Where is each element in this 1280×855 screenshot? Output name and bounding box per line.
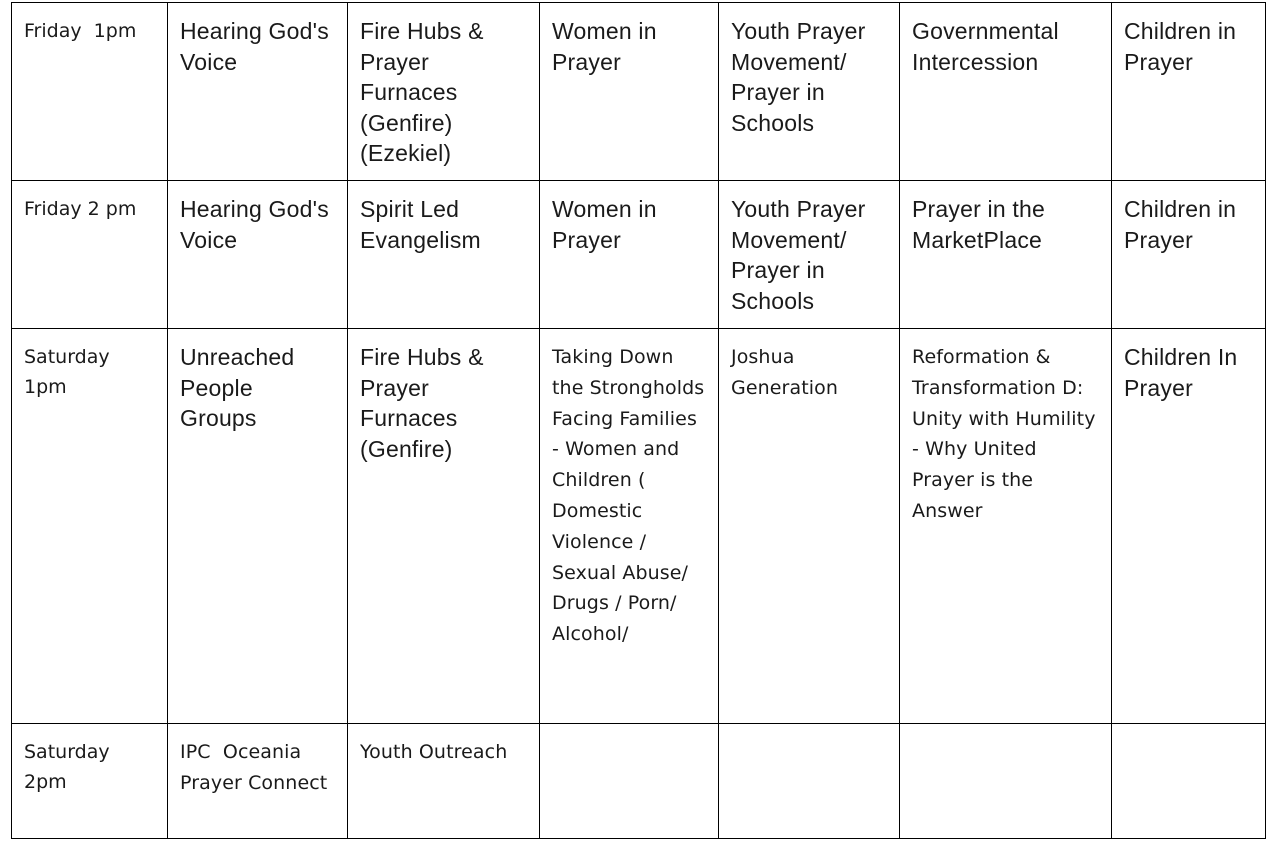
session-cell bbox=[168, 181, 348, 329]
time-label: Friday 2 pm bbox=[24, 198, 137, 220]
session-cell bbox=[168, 329, 348, 724]
session-cell bbox=[719, 3, 900, 181]
schedule-table bbox=[11, 2, 1266, 839]
session-title: Youth Outreach bbox=[360, 741, 508, 763]
session-title: Hearing God's Voice bbox=[180, 18, 329, 75]
session-title: Spirit Led Evangelism bbox=[360, 196, 481, 253]
empty-cell bbox=[1112, 724, 1266, 839]
session-title: Hearing God's Voice bbox=[180, 196, 329, 253]
empty-cell bbox=[900, 724, 1112, 839]
session-cell bbox=[540, 3, 719, 181]
session-title: Women in Prayer bbox=[552, 18, 657, 75]
session-cell bbox=[540, 181, 719, 329]
session-title: Youth Prayer Movement/ Prayer in Schools bbox=[731, 196, 866, 314]
session-title: Fire Hubs & Prayer Furnaces (Genfire) (Ezekiel) bbox=[360, 18, 484, 166]
time-cell bbox=[12, 724, 168, 839]
empty-cell bbox=[719, 724, 900, 839]
session-cell bbox=[1112, 3, 1266, 181]
session-title: Women in Prayer bbox=[552, 196, 657, 253]
session-title: Children in Prayer bbox=[1124, 18, 1237, 75]
time-cell bbox=[12, 181, 168, 329]
table-row bbox=[12, 724, 1266, 839]
session-title: Unreached People Groups bbox=[180, 344, 295, 431]
session-title: Fire Hubs & Prayer Furnaces (Genfire) bbox=[360, 344, 484, 462]
table-row bbox=[12, 3, 1266, 181]
session-title: Prayer in the MarketPlace bbox=[912, 196, 1045, 253]
session-title: Reformation & Transformation D: Unity with Humility - Why United Prayer is the Answer bbox=[912, 346, 1096, 522]
session-cell bbox=[168, 3, 348, 181]
session-title: Taking Down the Strongholds Facing Families - Women and Children ( Domestic Violence / Sexual Abuse/ Drugs / Porn/ Alcohol/ bbox=[552, 346, 705, 646]
session-cell bbox=[348, 724, 540, 839]
session-cell bbox=[719, 181, 900, 329]
time-label: Saturday 2pm bbox=[24, 741, 110, 793]
time-label: Saturday 1pm bbox=[24, 346, 110, 398]
session-cell bbox=[1112, 181, 1266, 329]
session-title: Children In Prayer bbox=[1124, 344, 1238, 401]
session-cell bbox=[540, 329, 719, 724]
session-cell bbox=[1112, 329, 1266, 724]
time-label: Friday 1pm bbox=[24, 20, 137, 42]
session-title: Joshua Generation bbox=[731, 346, 838, 399]
session-title: Youth Prayer Movement/ Prayer in Schools bbox=[731, 18, 866, 136]
empty-cell bbox=[540, 724, 719, 839]
table-row bbox=[12, 181, 1266, 329]
session-cell bbox=[900, 181, 1112, 329]
session-cell bbox=[348, 181, 540, 329]
session-title: IPC Oceania Prayer Connect bbox=[180, 741, 328, 794]
session-title: Governmental Intercession bbox=[912, 18, 1059, 75]
session-cell bbox=[348, 3, 540, 181]
time-cell bbox=[12, 329, 168, 724]
session-title: Children in Prayer bbox=[1124, 196, 1237, 253]
time-cell bbox=[12, 3, 168, 181]
session-cell bbox=[900, 3, 1112, 181]
session-cell bbox=[719, 329, 900, 724]
session-cell bbox=[168, 724, 348, 839]
session-cell bbox=[348, 329, 540, 724]
table-row bbox=[12, 329, 1266, 724]
session-cell bbox=[900, 329, 1112, 724]
